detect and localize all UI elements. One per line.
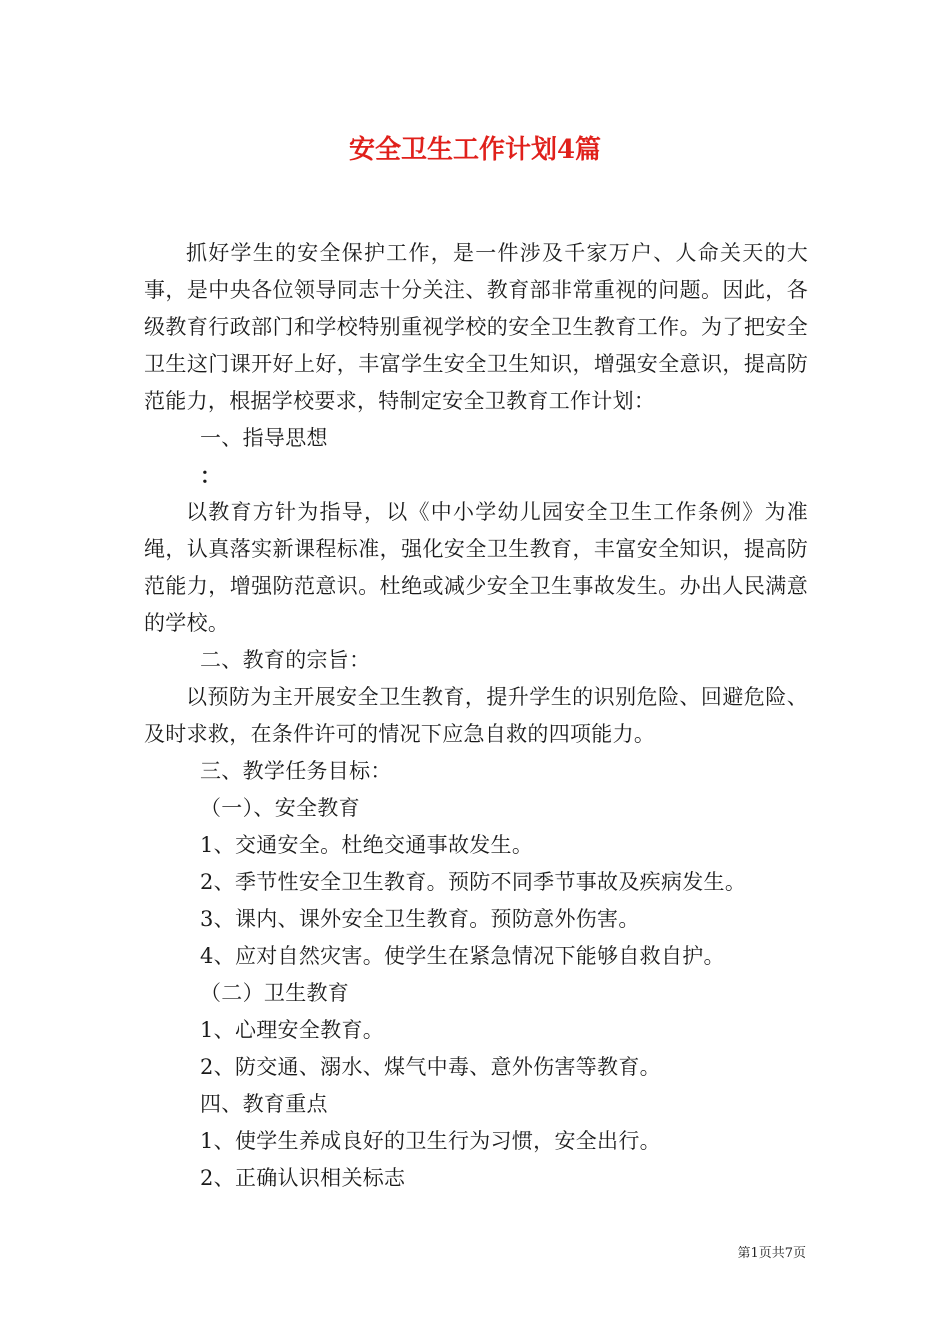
section-heading-focus: 四、教育重点 <box>200 1092 328 1116</box>
subsection-heading-hygiene: （二）卫生教育 <box>200 981 350 1005</box>
section-heading-goals: 三、教学任务目标： <box>200 759 392 783</box>
list-item: 4、应对自然灾害。使学生在紧急情况下能够自救自护。 <box>200 944 725 968</box>
paragraph-purpose: 以预防为主开展安全卫生教育，提升学生的识别危险、回避危险、及时求救，在条件许可的情况下应急自救的四项能力。 <box>144 685 808 746</box>
list-item: 3、课内、课外安全卫生教育。预防意外伤害。 <box>200 907 640 931</box>
section-heading-guiding-thought: 一、指导思想 <box>200 426 328 450</box>
section-heading-purpose: 二、教育的宗旨： <box>200 648 371 672</box>
list-item: 2、正确认识相关标志 <box>200 1166 406 1190</box>
colon-line: ： <box>200 463 222 488</box>
list-item: 2、防交通、溺水、煤气中毒、意外伤害等教育。 <box>200 1055 661 1079</box>
list-item: 1、心理安全教育。 <box>200 1018 385 1042</box>
paragraph-guiding-thought: 以教育方针为指导，以《中小学幼儿园安全卫生工作条例》为准绳，认真落实新课程标准，强化安全卫生教育，丰富安全知识，提高防范能力，增强防范意识。杜绝或减少安全卫生事故发生。办出人民满意的学校。 <box>144 500 808 635</box>
page-number: 第1页共7页 <box>737 1246 806 1261</box>
list-item: 1、使学生养成良好的卫生行为习惯，安全出行。 <box>200 1129 661 1153</box>
list-item: 2、季节性安全卫生教育。预防不同季节事故及疾病发生。 <box>200 870 747 894</box>
document-body <box>144 235 808 1197</box>
document-title: 安全卫生工作计划4篇 <box>348 135 602 165</box>
subsection-heading-safety: （一）、安全教育 <box>200 796 360 820</box>
paragraph-intro: 抓好学生的安全保护工作，是一件涉及千家万户、人命关天的大事，是中央各位领导同志十分关注、教育部非常重视的问题。因此，各级教育行政部门和学校特别重视学校的安全卫生教育工作。为了把安全卫生这门课开好上好，丰富学生安全卫生知识，增强安全意识，提高防范能力，根据学校要求，特制定安全卫教育工作计划： <box>144 241 808 413</box>
list-item: 1、交通安全。杜绝交通事故发生。 <box>200 833 534 857</box>
